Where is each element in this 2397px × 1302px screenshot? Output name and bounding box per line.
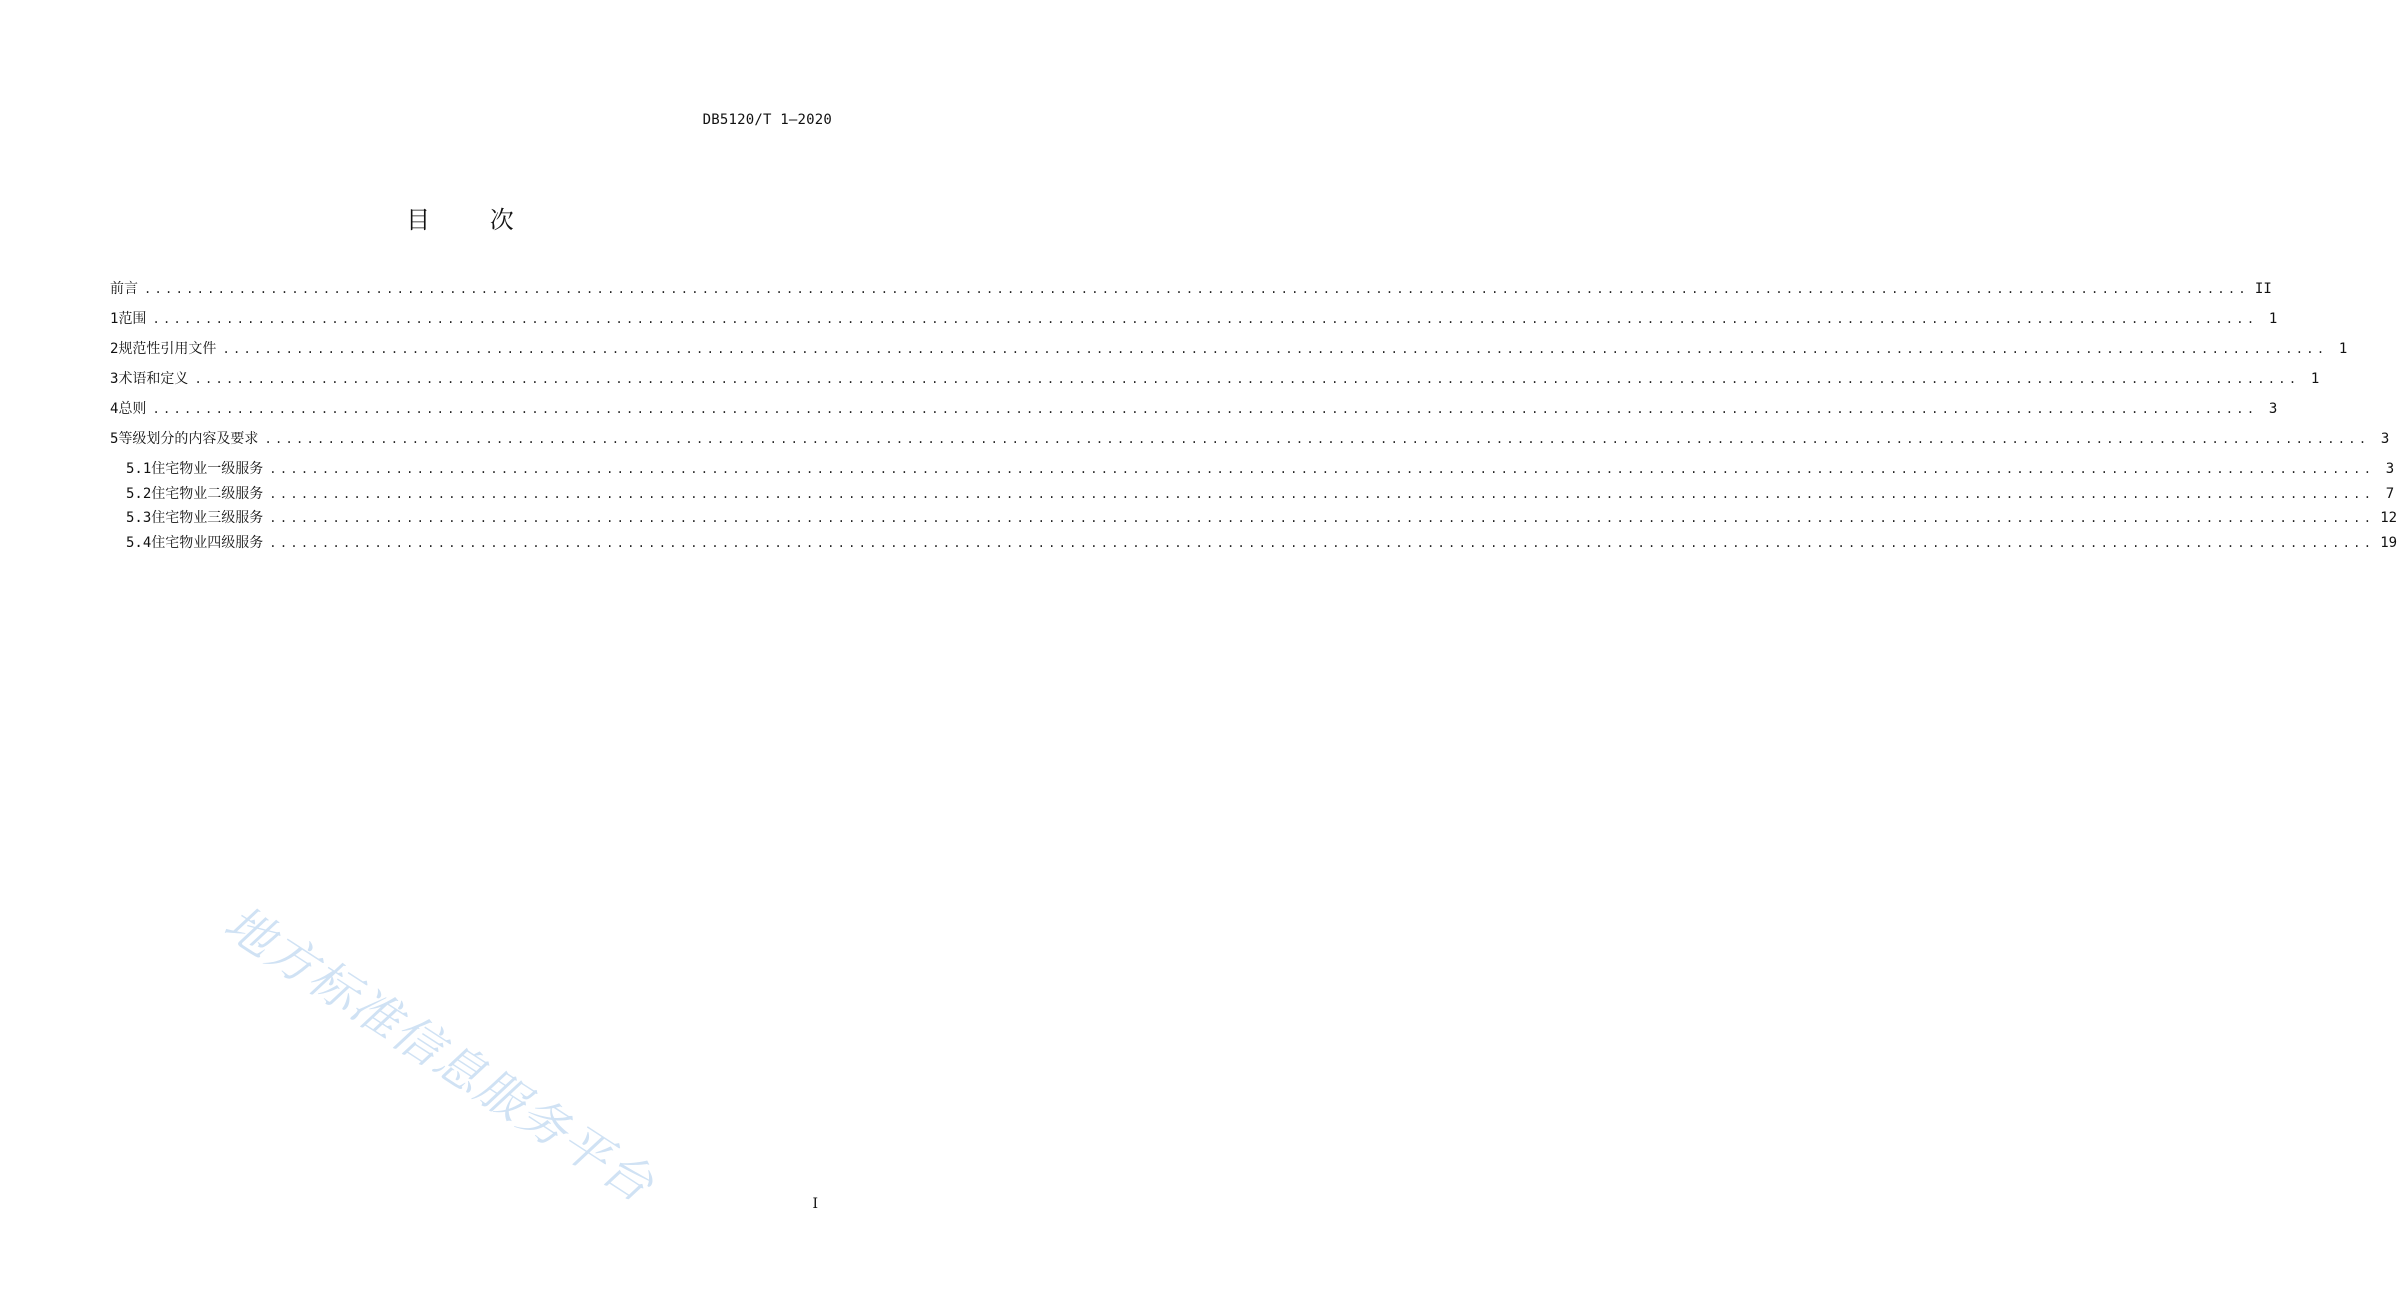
toc-entry-general[interactable] xyxy=(110,398,2278,428)
toc-entry-level-two-service[interactable] xyxy=(110,483,2395,508)
watermark: 地方标准信息服务平台 xyxy=(214,894,665,1215)
toc-entry-page: 3 xyxy=(2385,461,2395,477)
table-of-contents xyxy=(110,278,2397,556)
toc-entry-page: 12 xyxy=(2380,510,2397,526)
toc-entry-normative-references[interactable] xyxy=(110,338,2348,368)
toc-entry-number: 4 xyxy=(110,401,119,417)
toc-entry-terms-definitions[interactable] xyxy=(110,368,2320,398)
toc-entry-label: 术语和定义 xyxy=(118,371,189,387)
toc-leader-dots: ........................................................................................................................................................................................................ xyxy=(269,535,2375,550)
toc-entry-grading-requirements[interactable] xyxy=(110,428,2390,458)
toc-entry-label: 住宅物业一级服务 xyxy=(151,461,264,477)
toc-leader-dots: ........................................................................................................................................................................................................ xyxy=(264,432,2370,446)
toc-entry-label: 等级划分的内容及要求 xyxy=(118,431,259,447)
toc-entry-number: 5.3 xyxy=(126,510,152,526)
toc-entry-number: 5.2 xyxy=(126,485,152,502)
page-number: I xyxy=(812,1196,818,1212)
toc-entry-number: 5.1 xyxy=(126,461,152,477)
toc-entry-page: 1 xyxy=(2268,311,2278,327)
toc-leader-dots: ........................................................................................................................................................................................................ xyxy=(152,402,2258,416)
toc-leader-dots: ........................................................................................................................................................................................................ xyxy=(222,342,2328,356)
toc-entry-label: 前言 xyxy=(110,281,138,297)
toc-leader-dots: ........................................................................................................................................................................................................ xyxy=(152,312,2258,326)
toc-entry-number: 5.4 xyxy=(126,534,152,551)
toc-entry-label: 范围 xyxy=(118,311,147,327)
page-title: 目 次 xyxy=(406,206,540,234)
toc-entry-foreword[interactable] xyxy=(110,278,2272,308)
toc-entry-label: 总则 xyxy=(118,401,147,417)
toc-leader-dots: ........................................................................................................................................................................................................ xyxy=(269,511,2375,525)
toc-entry-number: 2 xyxy=(110,341,119,357)
toc-entry-label: 住宅物业四级服务 xyxy=(151,534,264,551)
toc-entry-page: 3 xyxy=(2380,431,2390,447)
toc-entry-page: 3 xyxy=(2268,401,2278,417)
toc-entry-page: 7 xyxy=(2385,485,2395,502)
toc-entry-page: 19 xyxy=(2380,534,2397,551)
toc-leader-dots: ........................................................................................................................................................................................................ xyxy=(144,282,2249,296)
toc-entry-number: 1 xyxy=(110,311,119,327)
toc-entry-page: 1 xyxy=(2338,341,2348,357)
toc-entry-number: 3 xyxy=(110,371,119,387)
toc-entry-page: II xyxy=(2254,281,2272,297)
toc-leader-dots: ........................................................................................................................................................................................................ xyxy=(194,372,2300,386)
toc-entry-level-one-service[interactable] xyxy=(110,458,2395,483)
toc-entry-level-four-service[interactable] xyxy=(110,532,2397,557)
toc-leader-dots: ........................................................................................................................................................................................................ xyxy=(269,462,2375,476)
toc-leader-dots: ........................................................................................................................................................................................................ xyxy=(269,486,2375,501)
toc-entry-label: 住宅物业三级服务 xyxy=(151,510,264,526)
toc-entry-scope[interactable] xyxy=(110,308,2278,338)
toc-entry-label: 规范性引用文件 xyxy=(118,341,217,357)
toc-entry-number: 5 xyxy=(110,431,119,447)
toc-entry-page: 1 xyxy=(2310,371,2320,387)
toc-entry-label: 住宅物业二级服务 xyxy=(151,485,264,502)
toc-entry-level-three-service[interactable] xyxy=(110,507,2397,532)
document-code: DB5120/T 1—2020 xyxy=(702,112,832,128)
